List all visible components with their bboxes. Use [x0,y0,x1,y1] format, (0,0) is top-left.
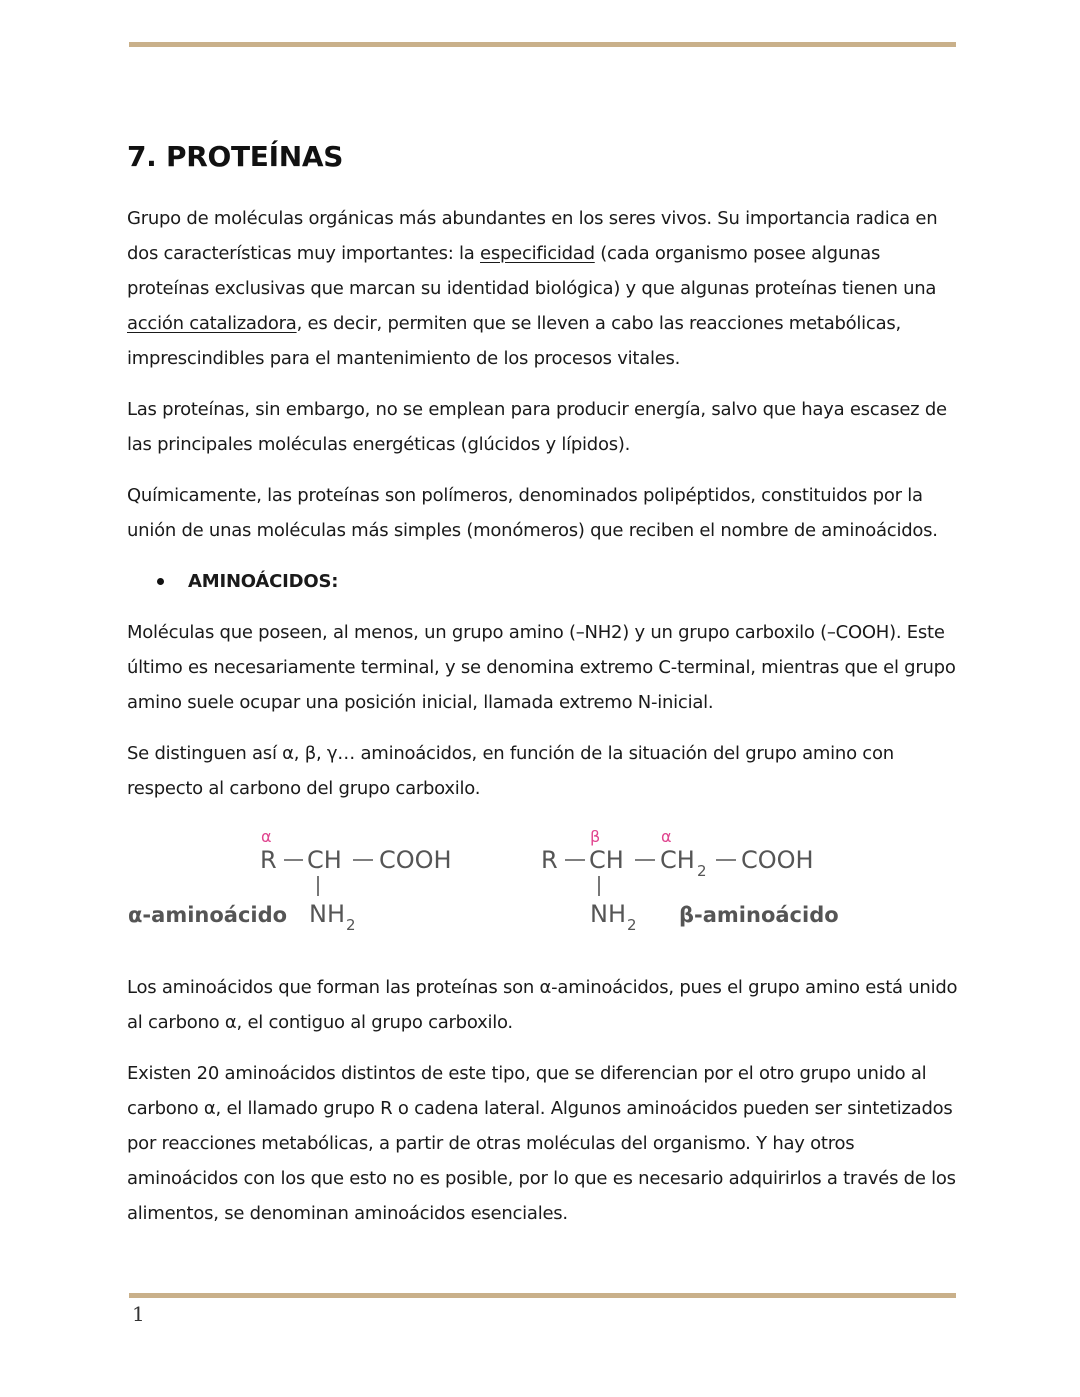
alpha-explanation-paragraph: Los aminoácidos que forman las proteínas son α-aminoácidos, pues el grupo amino está unido al carbono α, el contiguo al grupo carboxilo. [127,977,958,1033]
amino-acid-formulas [127,822,967,952]
intro-text-3: , es decir, permiten que se lleven a cabo las reacciones metabólicas, imprescindibles para el mantenimiento de los procesos vitales. [127,313,901,369]
term-accion-catalizadora: acción catalizadora [127,313,297,334]
groups-paragraph: Moléculas que poseen, al menos, un grupo amino (–NH2) y un grupo carboxilo (–COOH). Este último es necesariamente terminal, y se denomina extremo C-terminal, mientras que el grupo amino suele ocupar una posición inicial, llamada extremo N-inicial. [127,622,956,713]
page-content [127,140,967,1247]
alpha-nh-subscript: 2 [346,916,356,934]
alpha-label: α-aminoácido [128,903,288,927]
intro-text-2: (cada organismo posee algunas proteínas exclusivas que marcan su identidad biológica) y que algunas proteínas tienen una [127,243,937,299]
bullet-dot [157,578,164,585]
page-number: 1 [132,1302,145,1326]
alpha-aminoacid-formula [128,827,452,934]
beta-nh: NH [590,900,626,928]
bottom-rule [129,1293,956,1298]
intro-text-1: Grupo de moléculas orgánicas más abundantes en los seres vivos. Su importancia radica en dos características muy importantes: la [127,208,938,264]
beta-cooh: COOH [741,846,814,874]
intro-paragraph [127,201,967,376]
essential-aminoacids-paragraph: Existen 20 aminoácidos distintos de este tipo, que se diferencian por el otro grupo unido al carbono α, el llamado grupo R o cadena lateral. Algunos aminoácidos pueden ser sintetizados por reacciones metabólicas, a partir de otras moléculas del organismo. Y hay otros aminoácidos con los que esto no es posible, por lo que es necesario adquirirlos a través de los alimentos, se denominan aminoácidos esenciales. [127,1063,956,1224]
energy-paragraph: Las proteínas, sin embargo, no se emplean para producir energía, salvo que haya escasez de las principales moléculas energéticas (glúcidos y lípidos). [127,399,947,455]
beta-nh-subscript: 2 [627,916,637,934]
alpha-r-group: R [260,846,277,874]
formula-diagram [127,822,967,952]
top-rule [129,42,956,47]
beta-label: β-aminoácido [679,903,839,927]
alpha-ch: CH [307,846,342,874]
page-title: 7. PROTEÍNAS [127,140,344,173]
alpha-greek-label: α [261,827,272,846]
beta-r-group: R [541,846,558,874]
alpha-cooh: COOH [379,846,452,874]
beta-aminoacid-formula [541,827,839,934]
term-especificidad: especificidad [480,243,595,264]
alpha-nh: NH [309,900,345,928]
beta-greek-label: β [590,827,601,846]
polymer-paragraph: Químicamente, las proteínas son polímeros, denominados polipéptidos, constituidos por la unión de unas moléculas más simples (monómeros) que reciben el nombre de aminoácidos. [127,485,938,541]
aminoacids-heading [157,564,967,599]
beta-alpha-greek-label: α [661,827,672,846]
beta-ch2: CH [660,846,695,874]
beta-ch: CH [589,846,624,874]
aminoacids-heading-label: AMINOÁCIDOS: [188,571,339,592]
beta-ch2-subscript: 2 [697,862,707,880]
classification-paragraph: Se distinguen así α, β, γ… aminoácidos, en función de la situación del grupo amino con respecto al carbono del grupo carboxilo. [127,743,894,799]
